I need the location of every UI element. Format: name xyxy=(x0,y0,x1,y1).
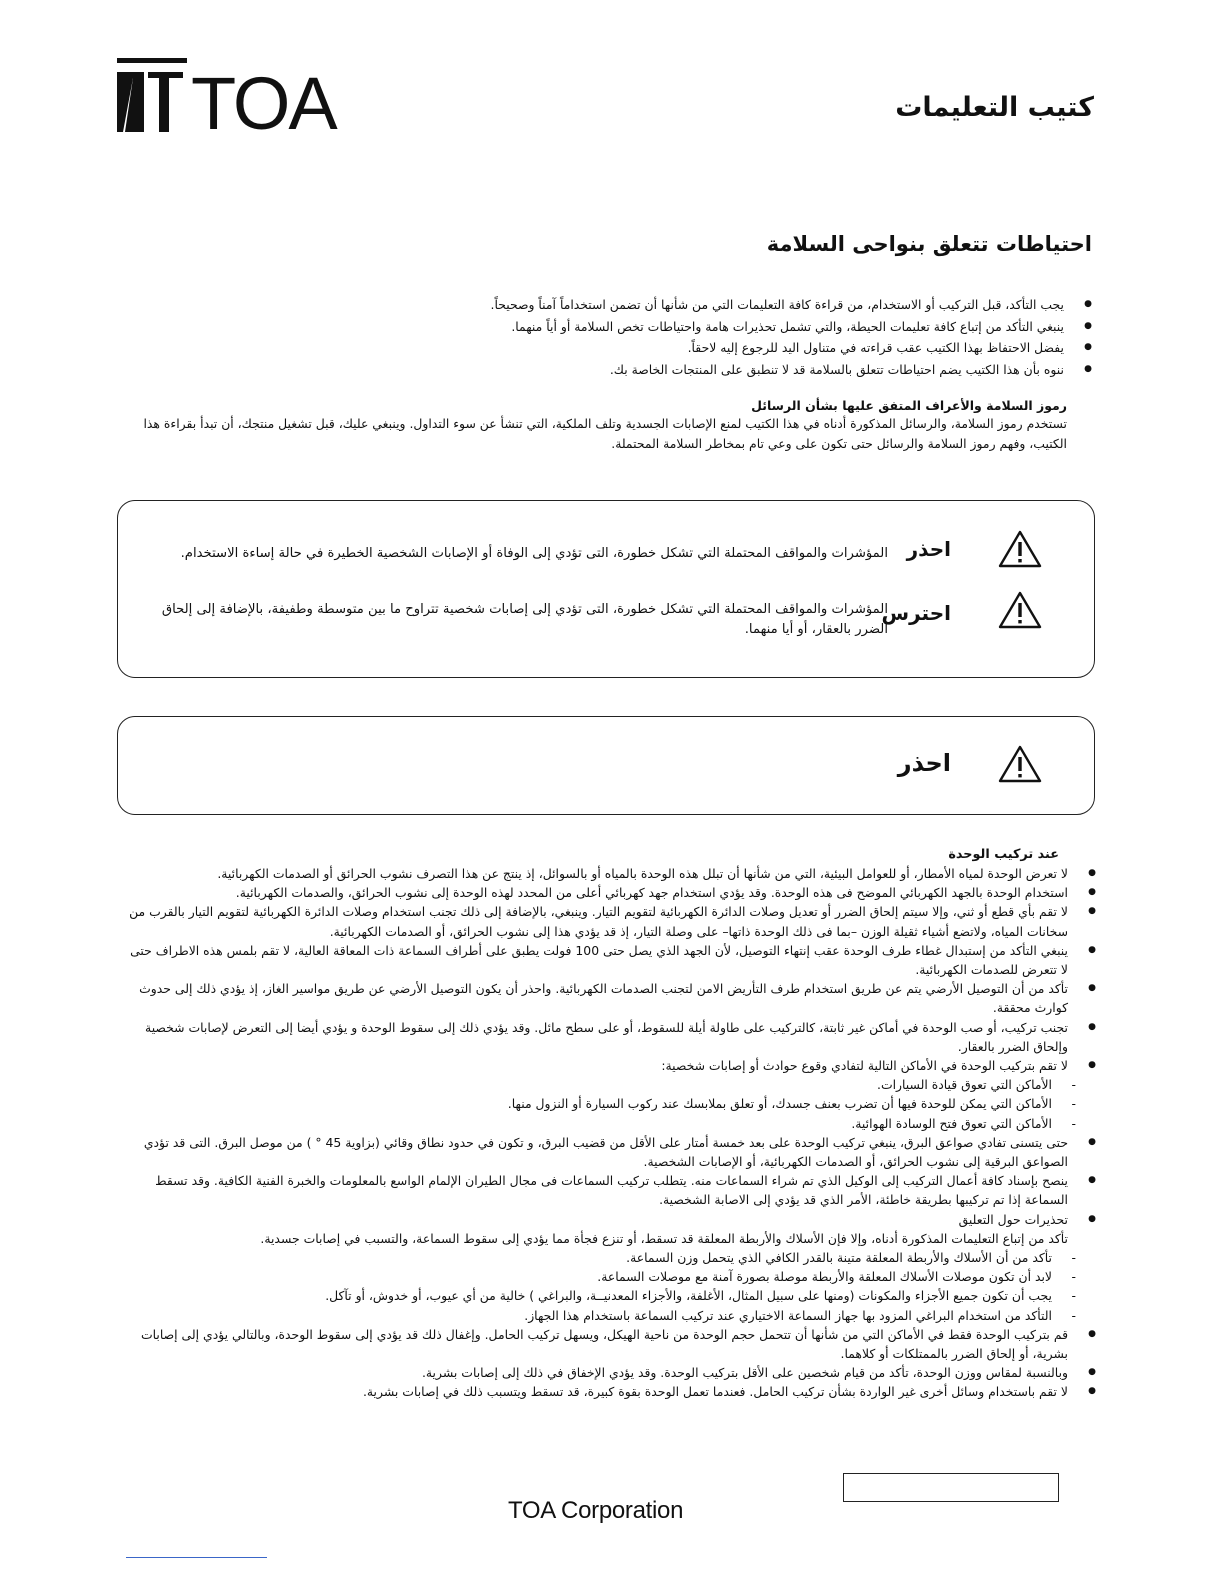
installation-sub-item: - الأماكن التي يمكن للوحدة فيها أن تضرب بعنف جسدك، أو تعلق بملابسك عند ركوب السيارة أو النزول منها. xyxy=(121,1094,1096,1113)
footer-code-box xyxy=(843,1473,1059,1502)
intro-bullet: ● ننوه بأن هذا الكتيب يضم احتياطات تتعلق بالسلامة قد لا تنطبق على المنتجات الخاصة بك. xyxy=(122,359,1092,381)
symbols-heading: رموز السلامة والأعراف المتفق عليها بشأن الرسائل xyxy=(751,398,1067,413)
installation-item: ● وبالنسبة لمقاس ووزن الوحدة، تأكد من قيام شخصين على الأقل بتركيب الوحدة. وقد يؤدي الإخفاق في ذلك إلى إصابات بشرية. xyxy=(121,1363,1096,1382)
installation-item: ● ينبغي التأكد من إستبدال غطاء طرف الوحدة عقب إنتهاء التوصيل، لأن الجهد الذي يصل حتى 100 فولت يطبق على أطراف السماعة ذات المعاقة العالية، لا تقم بلمس هذه الاطراف حتى لا تتعرض للصدمات الكهربائية. xyxy=(121,941,1096,979)
installation-item: ● استخدام الوحدة بالجهد الكهربائي الموضح فى هذه الوحدة. وقد يؤدي استخدام جهد كهربائي أعلى من المحدد لهذه الوحدة إلى نشوب الحرائق، والصدمات الكهربائية. xyxy=(121,883,1096,902)
intro-bullet: ● ينبغي التأكد من إتباع كافة تعليمات الحيطة، والتي تشمل تحذيرات هامة واحتياطات تخص السلامة أو أياً منهما. xyxy=(122,316,1092,338)
installation-item: ● ينصح بإسناد كافة أعمال التركيب إلى الوكيل الذي تم شراء السماعات منه. يتطلب تركيب السماعات فى مجال الطيران الإلمام الواسع بالمعلومات والخبرة الفنية الكافية. وقد تسقط السماعة إذا تم تركيبها بطريقة خاطئة، الأمر الذي قد يؤدي إلى الاصابة الشخصية. xyxy=(121,1171,1096,1209)
company-name: TOA Corporation xyxy=(508,1497,684,1524)
intro-bullet-list xyxy=(122,294,1092,380)
footer-divider xyxy=(126,1557,267,1558)
intro-bullet: ● يجب التأكد، قبل التركيب أو الاستخدام، من قراءة كافة التعليمات التي من شأنها أن تضمن استخداماً آمناً وصحيحاً. xyxy=(122,294,1092,316)
installation-list xyxy=(121,864,1096,1402)
installation-item: ● تجنب تركيب، أو صب الوحدة في أماكن غير ثابتة، كالتركيب على طاولة أيلة للسقوط، أو على سطح مائل. وقد يؤدي ذلك إلى سقوط الوحدة و يؤدي أيضا إلى التعرض لإصابات شخصية وإلحاق الضرر بالعقار. xyxy=(121,1018,1096,1056)
caution-definition: المؤشرات والمواقف المحتملة التي تشكل خطورة، التى تؤدي إلى إصابات شخصية تتراوح ما بين متوسطة وطفيفة، بالإضافة إلى إلحاق الضرر بالعقار، أو أيا منهما. xyxy=(161,602,888,637)
safety-section-title: احتياطات تتعلق بنواحى السلامة xyxy=(766,232,1092,256)
installation-item: تأكد من إتباع التعليمات المذكورة أدناه، وإلا فإن الأسلاك والأربطة المعلقة قد تسقط، أو تنزع فجأة مما يؤدي إلى سقوط السماعة، والتسبب في إصابات جسدية. xyxy=(260,1230,1068,1246)
installation-sub-item: - تأكد من أن الأسلاك والأربطة المعلقة متينة بالقدر الكافي الذي يتحمل وزن السماعة. xyxy=(121,1248,1096,1267)
installation-sub-item: - يجب أن تكون جميع الأجزاء والمكونات (ومنها على سبيل المثال، الأغلفة، والأجزاء المعدنيــة، والبراغي ) خالية من أي عيوب، أو خدوش، أو تآكل. xyxy=(121,1286,1096,1305)
installation-item: ● حتى يتسنى تفادي صواعق البرق، ينبغي تركيب الوحدة على بعد خمسة أمتار على الأقل من قضيب البرق، و تكون في حدود نطاق وقائي (بزاوية 45 ° ) من موصل البرق. التى قد تؤدي الصواعق البرقية إلى نشوب الحرائق، أو الصدمات الكهربائية، أو الإصابات الشخصية. xyxy=(121,1133,1096,1171)
installation-item: ● لا تقم بتركيب الوحدة في الأماكن التالية لتفادي وقوع حوادث أو إصابات شخصية: xyxy=(121,1056,1096,1075)
document-title: كتيب التعليمات xyxy=(895,92,1094,123)
installation-sub-item: - التأكد من استخدام البراغي المزود بها جهاز السماعة الاختياري عند تركيب السماعة باستخدام هذا الجهاز. xyxy=(121,1306,1096,1325)
installation-item: ● لا تعرض الوحدة لمياه الأمطار، أو للعوامل البيئية، التي من شأنها أن تبلل هذه الوحدة بالمياه أو بالسوائل، إذ ينتج عن هذا التصرف نشوب الحرائق أو الصدمات الكهربائية. xyxy=(121,864,1096,883)
warning-keyword: احذر xyxy=(906,537,951,561)
caution-triangle-icon xyxy=(998,590,1042,630)
warning-definition: المؤشرات والمواقف المحتملة التي تشكل خطورة، التى تؤدي إلى الوفاة أو الإصابات الشخصية الخطيرة في حالة إساءة الاستخدام. xyxy=(180,546,888,561)
warning-heading: احذر xyxy=(897,749,951,777)
toa-logo xyxy=(117,58,367,133)
brand-wordmark: TOA xyxy=(191,62,336,133)
symbols-paragraph: تستخدم رموز السلامة، والرسائل المذكورة أدناه في هذا الكتيب لمنع الإصابات الجسدية وتلف الملكية، التي تنشأ عن سوء التداول. وينبغي عليك، قبل تشغيل منتجك، أن تبدأ بقراءة هذا الكتيب، وفهم رموز السلامة والرسائل حتى تكون على وعي تام بمخاطر السلامة المحتملة. xyxy=(143,416,1067,451)
installation-sub-item: - الأماكن التي تعوق فتح الوسادة الهوائية. xyxy=(121,1114,1096,1133)
installation-sub-item: - الأماكن التي تعوق قيادة السيارات. xyxy=(121,1075,1096,1094)
installation-item: ● تأكد من أن التوصيل الأرضي يتم عن طريق استخدام طرف التأريض الامن لتجنب الصدمات الكهربائية. واحذر أن يكون التوصيل الأرضي عن طريق مواسير الغاز، إذ يؤدي ذلك إلى حدوث كوارث محققة. xyxy=(121,979,1096,1017)
warning-triangle-icon xyxy=(998,744,1042,784)
installation-item: ● قم بتركيب الوحدة فقط في الأماكن التي من شأنها أن تتحمل حجم الوحدة من ناحية الهيكل، ويسهل تركيب الحامل. وإغفال ذلك قد يؤدي إلى سقوط الوحدة، وبالتالي يؤدي إلى إصابات بشرية، أو إلحاق الضرر بالممتلكات أو كلاهما. xyxy=(121,1325,1096,1363)
installation-sub-item: - لابد أن تكون موصلات الأسلاك المعلقة والأربطة موصلة بصورة آمنة مع موصلات السماعة. xyxy=(121,1267,1096,1286)
installation-item: ● لا تقم بأي قطع أو ثني، وإلا سيتم إلحاق الضرر أو تعديل وصلات الدائرة الكهربائية لتقويم التيار. وينبغي، بالإضافة إلى ذلك تجنب استخدام وصلات الدائرة الكهربائية لتقويم التيار بالقرب من سخانات المياه، ولاتضع أشياء ثقيلة الوزن –بما فى ذلك الوحدة ذاتها– على وصلة التيار، إذ قد يؤدي هذا إلى نشوب الحرائق، أو الصدمات الكهربائية. xyxy=(121,902,1096,940)
installation-item: ● لا تقم باستخدام وسائل أخرى غير الواردة بشأن تركيب الحامل. فعندما تعمل الوحدة بقوة كبيرة، قد تسقط ويتسبب ذلك في إصابات بشرية. xyxy=(121,1382,1096,1401)
caution-keyword: احترس xyxy=(881,601,951,625)
warning-triangle-icon xyxy=(998,529,1042,569)
installation-heading: عند تركيب الوحدة xyxy=(948,847,1059,862)
installation-item: ● تحذيرات حول التعليق xyxy=(121,1210,1096,1229)
warning-box xyxy=(117,716,1095,815)
intro-bullet: ● يفضل الاحتفاظ بهذا الكتيب عقب قراءته في متناول اليد للرجوع إليه لاحقاً. xyxy=(122,337,1092,359)
safety-symbols-box xyxy=(117,500,1095,678)
